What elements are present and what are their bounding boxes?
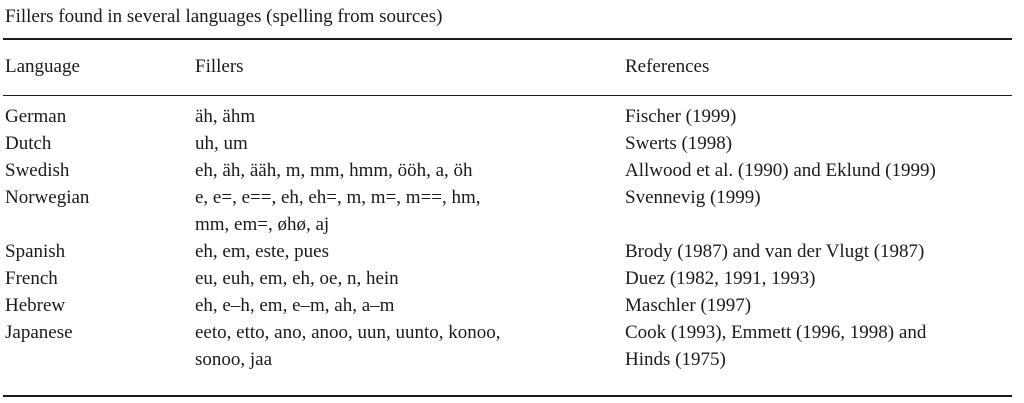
table-row	[0, 131, 1024, 158]
cell-line: Svennevig (1999)	[625, 187, 761, 208]
cell-line: eh, äh, ääh, m, mm, hmm, ööh, a, öh	[195, 160, 473, 181]
header-fillers: Fillers	[195, 56, 244, 77]
cell-references	[625, 185, 1010, 212]
cell-references	[625, 293, 1010, 320]
cell-language: Dutch	[5, 133, 52, 154]
cell-fillers	[195, 185, 595, 239]
cell-references	[625, 104, 1010, 131]
table-row	[0, 158, 1024, 185]
cell-language: Spanish	[5, 241, 66, 262]
cell-fillers	[195, 320, 595, 374]
table-row	[0, 266, 1024, 293]
cell-language: German	[5, 106, 67, 127]
cell-fillers	[195, 158, 595, 185]
cell-line: uh, um	[195, 133, 248, 154]
top-rule	[3, 38, 1012, 40]
cell-fillers	[195, 239, 595, 266]
cell-line: eeto, etto, ano, anoo, uun, uunto, konoo,	[195, 322, 501, 343]
bottom-rule	[3, 395, 1012, 397]
cell-line: Cook (1993), Emmett (1996, 1998) and	[625, 322, 927, 343]
table-body	[0, 104, 1024, 374]
cell-line: Brody (1987) and van der Vlugt (1987)	[625, 241, 925, 262]
table-row	[0, 104, 1024, 131]
table-row	[0, 185, 1024, 239]
cell-references	[625, 239, 1010, 266]
cell-fillers	[195, 266, 595, 293]
cell-line: Duez (1982, 1991, 1993)	[625, 268, 816, 289]
table-caption: Fillers found in several languages (spelling from sources)	[5, 6, 443, 27]
cell-line: e, e=, e==, eh, eh=, m, m=, m==, hm,	[195, 187, 481, 208]
header-rule	[3, 95, 1012, 96]
cell-references	[625, 266, 1010, 293]
table-header	[0, 54, 1024, 80]
cell-line: mm, em=, øhø, aj	[195, 214, 330, 235]
header-references: References	[625, 56, 710, 77]
cell-line: eu, euh, em, eh, oe, n, hein	[195, 268, 399, 289]
table-row	[0, 239, 1024, 266]
cell-line: Swerts (1998)	[625, 133, 733, 154]
cell-language: Norwegian	[5, 187, 90, 208]
cell-references	[625, 158, 1010, 185]
cell-line: Fischer (1999)	[625, 106, 737, 127]
cell-line: Hinds (1975)	[625, 349, 726, 370]
table-row	[0, 320, 1024, 374]
cell-fillers	[195, 131, 595, 158]
cell-line: sonoo, jaa	[195, 349, 273, 370]
cell-line: eh, e–h, em, e–m, ah, a–m	[195, 295, 395, 316]
cell-line: Maschler (1997)	[625, 295, 752, 316]
cell-language: Hebrew	[5, 295, 66, 316]
header-language: Language	[5, 56, 80, 77]
cell-language: Japanese	[5, 322, 73, 343]
cell-line: Allwood et al. (1990) and Eklund (1999)	[625, 160, 936, 181]
cell-line: äh, ähm	[195, 106, 256, 127]
cell-line: eh, em, este, pues	[195, 241, 330, 262]
cell-references	[625, 320, 1010, 374]
cell-fillers	[195, 104, 595, 131]
cell-language: French	[5, 268, 58, 289]
cell-references	[625, 131, 1010, 158]
cell-fillers	[195, 293, 595, 320]
cell-language: Swedish	[5, 160, 70, 181]
table-row	[0, 293, 1024, 320]
